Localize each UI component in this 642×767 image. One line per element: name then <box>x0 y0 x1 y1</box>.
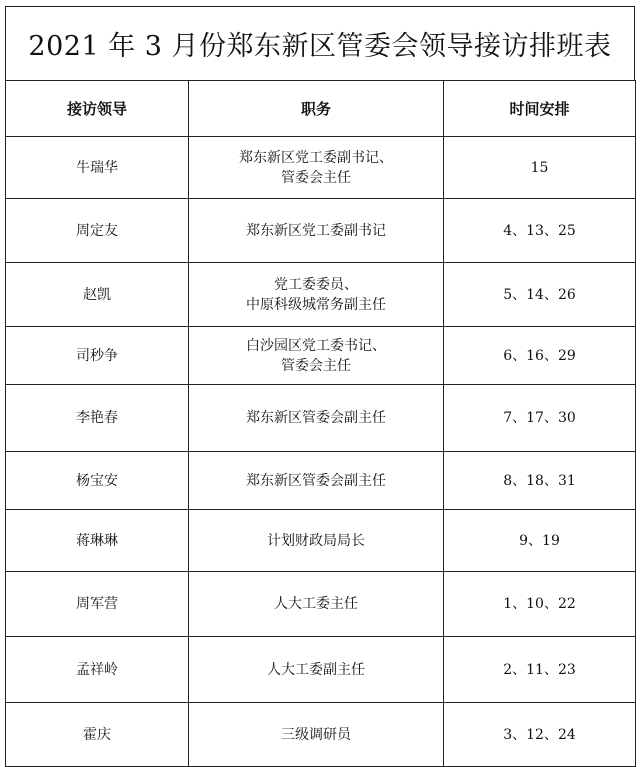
table-row <box>6 637 636 703</box>
table-row <box>6 327 636 385</box>
table-row <box>6 199 636 263</box>
table-row <box>6 137 636 199</box>
position-line: 计划财政局局长 <box>267 532 365 549</box>
position-cell <box>189 263 444 327</box>
page-title: 2021 年 3 月份郑东新区管委会领导接访排班表 <box>5 6 635 80</box>
position-cell <box>189 327 444 385</box>
table-row <box>6 452 636 510</box>
schedule-cell: 2、11、23 <box>444 637 636 703</box>
position-line: 中原科级城常务副主任 <box>246 296 386 313</box>
schedule-cell: 7、17、30 <box>444 385 636 452</box>
leader-cell: 杨宝安 <box>6 452 189 510</box>
leader-cell: 牛瑞华 <box>6 137 189 199</box>
position-cell <box>189 137 444 199</box>
header-schedule: 时间安排 <box>444 81 636 137</box>
leader-cell: 蒋琳琳 <box>6 510 189 572</box>
schedule-cell: 1、10、22 <box>444 572 636 637</box>
table-row <box>6 510 636 572</box>
schedule-cell: 5、14、26 <box>444 263 636 327</box>
table-row <box>6 572 636 637</box>
position-line: 人大工委主任 <box>274 596 358 612</box>
leader-cell: 赵凯 <box>6 263 189 327</box>
position-line: 三级调研员 <box>281 726 351 743</box>
leader-cell: 周军营 <box>6 572 189 637</box>
schedule-cell: 3、12、24 <box>444 703 636 767</box>
position-line: 郑东新区党工委副书记、 <box>239 149 393 166</box>
position-line: 郑东新区管委会副主任 <box>246 472 386 489</box>
position-cell <box>189 572 444 637</box>
schedule-cell: 8、18、31 <box>444 452 636 510</box>
position-cell <box>189 703 444 767</box>
table-row <box>6 263 636 327</box>
position-line: 白沙园区党工委书记、 <box>246 337 386 354</box>
table-header-row <box>6 81 636 137</box>
header-leader: 接访领导 <box>6 81 189 137</box>
schedule-cell: 9、19 <box>444 510 636 572</box>
position-line: 管委会主任 <box>281 169 351 186</box>
table-row <box>6 703 636 767</box>
table-row <box>6 385 636 452</box>
leader-cell: 周定友 <box>6 199 189 263</box>
leader-cell: 孟祥岭 <box>6 637 189 703</box>
position-cell <box>189 637 444 703</box>
schedule-cell: 15 <box>444 137 636 199</box>
header-position: 职务 <box>189 81 444 137</box>
position-line: 人大工委副主任 <box>267 661 365 678</box>
position-line: 党工委委员、 <box>274 276 358 293</box>
leader-cell: 李艳春 <box>6 385 189 452</box>
schedule-cell: 4、13、25 <box>444 199 636 263</box>
schedule-table <box>5 80 636 767</box>
position-cell <box>189 510 444 572</box>
schedule-document <box>5 6 635 755</box>
position-line: 郑东新区党工委副书记 <box>246 222 386 239</box>
position-cell <box>189 452 444 510</box>
position-cell <box>189 385 444 452</box>
leader-cell: 司秒争 <box>6 327 189 385</box>
position-line: 郑东新区管委会副主任 <box>246 410 386 426</box>
schedule-cell: 6、16、29 <box>444 327 636 385</box>
position-line: 管委会主任 <box>281 357 351 374</box>
position-cell <box>189 199 444 263</box>
leader-cell: 霍庆 <box>6 703 189 767</box>
